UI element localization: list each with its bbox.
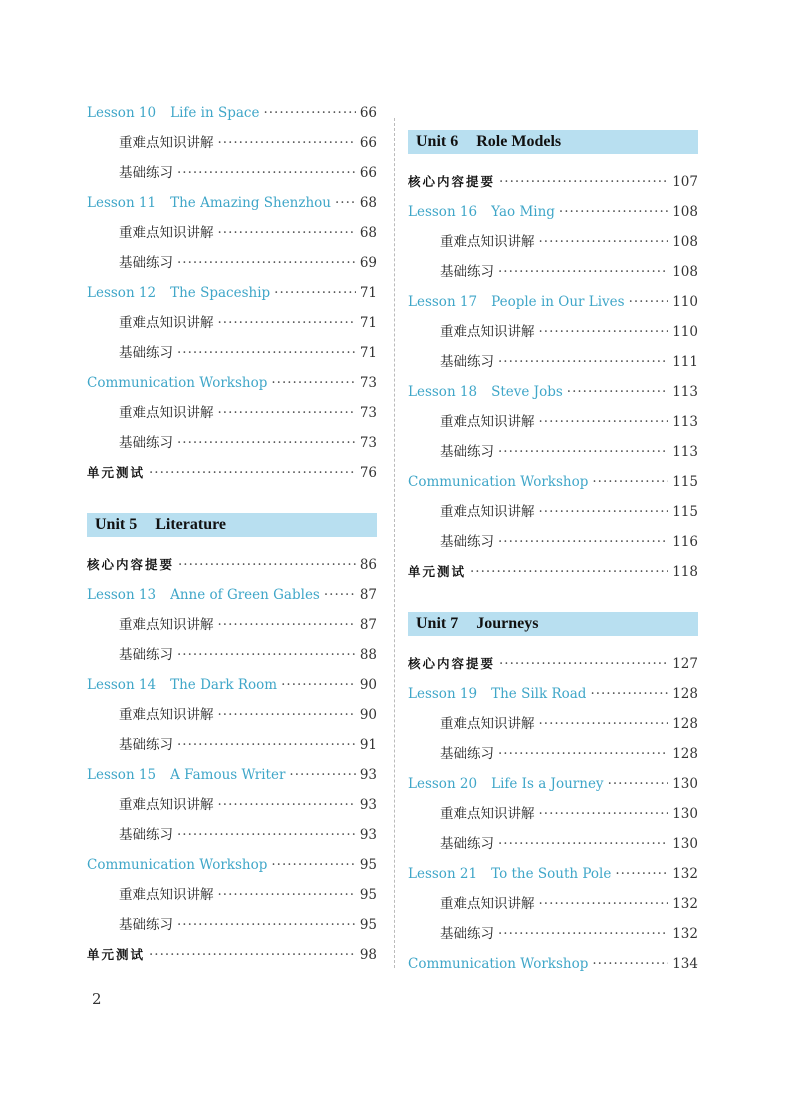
entry-page-number: 76: [359, 465, 377, 481]
lesson-title: People in Our Lives: [491, 294, 625, 310]
dot-leader: [498, 923, 668, 945]
entry-label: 核心内容提要: [87, 557, 175, 572]
entry-page-number: 73: [359, 435, 377, 451]
lesson-label: [408, 201, 555, 223]
dot-leader: [218, 132, 356, 154]
unit-number: Unit 7: [416, 615, 459, 632]
toc-sub-entry[interactable]: [87, 704, 377, 726]
lesson-number: Communication Workshop: [87, 857, 268, 873]
dot-leader: [177, 432, 356, 454]
entry-page-number: 66: [359, 105, 377, 121]
toc-sub-entry[interactable]: [408, 833, 698, 855]
entry-label: 重难点知识讲解: [440, 324, 535, 340]
entry-label: 重难点知识讲解: [119, 707, 214, 723]
lesson-label: [408, 773, 604, 795]
entry-page-number: 108: [672, 204, 698, 220]
entry-page-number: 95: [359, 857, 377, 873]
toc-sub-entry[interactable]: [87, 644, 377, 666]
entry-page-number: 128: [672, 716, 698, 732]
entry-page-number: 73: [359, 405, 377, 421]
toc-sub-entry[interactable]: [87, 222, 377, 244]
dot-leader: [539, 501, 669, 523]
lesson-number: Lesson 10: [87, 105, 157, 121]
toc-sub-entry[interactable]: [408, 743, 698, 765]
dot-leader: [218, 222, 356, 244]
entry-page-number: 130: [672, 806, 698, 822]
dot-leader: [177, 914, 356, 936]
entry-page-number: 71: [359, 345, 377, 361]
entry-label: 重难点知识讲解: [119, 617, 214, 633]
entry-label: 基础练习: [119, 345, 173, 361]
dot-leader: [567, 381, 668, 403]
entry-page-number: 127: [672, 656, 698, 672]
toc-sub-entry[interactable]: [87, 162, 377, 184]
lesson-number: Communication Workshop: [87, 375, 268, 391]
toc-sub-entry[interactable]: [87, 252, 377, 274]
entry-label: 重难点知识讲解: [119, 405, 214, 421]
toc-sub-entry[interactable]: [408, 411, 698, 433]
toc-section-entry[interactable]: [87, 554, 377, 576]
entry-page-number: 90: [359, 707, 377, 723]
entry-page-number: 66: [359, 135, 377, 151]
entry-page-number: 128: [672, 686, 698, 702]
toc-sub-entry[interactable]: [408, 501, 698, 523]
dot-leader: [539, 411, 669, 433]
entry-label: 基础练习: [119, 647, 173, 663]
toc-sub-entry[interactable]: [87, 132, 377, 154]
lesson-label: [87, 674, 277, 696]
lesson-title: Yao Ming: [491, 204, 555, 220]
unit-title: Journeys: [476, 615, 539, 632]
unit-number: Unit 6: [416, 133, 459, 150]
toc-lesson-entry[interactable]: [87, 854, 377, 876]
dot-leader: [177, 734, 356, 756]
lesson-title: To the South Pole: [491, 866, 612, 882]
toc-sub-entry[interactable]: [87, 342, 377, 364]
lesson-number: Lesson 21: [408, 866, 478, 882]
toc-section-entry[interactable]: [408, 171, 698, 193]
entry-label: 单元测试: [87, 465, 146, 480]
toc-lesson-entry[interactable]: [87, 102, 377, 124]
toc-sub-entry[interactable]: [408, 441, 698, 463]
toc-lesson-entry[interactable]: [408, 291, 698, 313]
dot-leader: [592, 953, 668, 975]
entry-page-number: 107: [672, 174, 698, 190]
toc-lesson-entry[interactable]: [408, 953, 698, 975]
lesson-title: The Dark Room: [170, 677, 278, 693]
entry-page-number: 87: [359, 587, 377, 603]
lesson-title: A Famous Writer: [170, 767, 286, 783]
dot-leader: [592, 471, 668, 493]
entry-page-number: 130: [672, 836, 698, 852]
entry-label: 重难点知识讲解: [440, 504, 535, 520]
dot-leader: [271, 372, 355, 394]
lesson-title: The Amazing Shenzhou: [170, 195, 332, 211]
entry-page-number: 91: [359, 737, 377, 753]
toc-section-entry[interactable]: [87, 944, 377, 966]
unit-header: [87, 513, 377, 537]
dot-leader: [177, 252, 356, 274]
toc-lesson-entry[interactable]: [408, 773, 698, 795]
entry-page-number: 108: [672, 264, 698, 280]
toc-lesson-entry[interactable]: [408, 471, 698, 493]
dot-leader: [539, 893, 669, 915]
toc-sub-entry[interactable]: [87, 432, 377, 454]
entry-page-number: 132: [672, 926, 698, 942]
lesson-number: Lesson 17: [408, 294, 478, 310]
dot-leader: [218, 794, 356, 816]
toc-sub-entry[interactable]: [87, 884, 377, 906]
dot-leader: [499, 653, 668, 675]
dot-leader: [629, 291, 669, 313]
toc-sub-entry[interactable]: [408, 351, 698, 373]
toc-sub-entry[interactable]: [408, 893, 698, 915]
entry-label: 基础练习: [119, 917, 173, 933]
entry-label: 基础练习: [119, 255, 173, 271]
entry-page-number: 73: [359, 375, 377, 391]
toc-lesson-entry[interactable]: [87, 282, 377, 304]
dot-leader: [498, 743, 668, 765]
dot-leader: [498, 531, 668, 553]
dot-leader: [539, 231, 669, 253]
entry-page-number: 110: [672, 294, 698, 310]
dot-leader: [178, 554, 356, 576]
lesson-title: Steve Jobs: [491, 384, 563, 400]
lesson-label: [408, 683, 586, 705]
lesson-number: Lesson 13: [87, 587, 157, 603]
dot-leader: [539, 321, 669, 343]
entry-page-number: 90: [359, 677, 377, 693]
lesson-label: [87, 102, 259, 124]
entry-page-number: 95: [359, 887, 377, 903]
dot-leader: [559, 201, 668, 223]
entry-label: 基础练习: [440, 264, 494, 280]
dot-leader: [177, 162, 356, 184]
entry-label: 重难点知识讲解: [440, 414, 535, 430]
toc-sub-entry[interactable]: [408, 321, 698, 343]
lesson-number: Lesson 16: [408, 204, 478, 220]
lesson-title: The Silk Road: [491, 686, 587, 702]
lesson-number: Lesson 19: [408, 686, 478, 702]
entry-label: 基础练习: [119, 435, 173, 451]
entry-label: 核心内容提要: [408, 656, 496, 671]
dot-leader: [590, 683, 668, 705]
unit-header: [408, 130, 698, 154]
lesson-label: [408, 863, 611, 885]
lesson-label: [87, 854, 267, 876]
dot-leader: [177, 824, 356, 846]
entry-page-number: 68: [359, 195, 377, 211]
lesson-label: [408, 381, 563, 403]
toc-section-entry[interactable]: [87, 462, 377, 484]
dot-leader: [498, 441, 668, 463]
lesson-label: [87, 584, 320, 606]
toc-lesson-entry[interactable]: [408, 381, 698, 403]
entry-page-number: 95: [359, 917, 377, 933]
toc-sub-entry[interactable]: [408, 923, 698, 945]
entry-label: 基础练习: [119, 737, 173, 753]
entry-page-number: 66: [359, 165, 377, 181]
entry-page-number: 128: [672, 746, 698, 762]
entry-label: 基础练习: [440, 746, 494, 762]
toc-section-entry[interactable]: [408, 561, 698, 583]
toc-lesson-entry[interactable]: [87, 192, 377, 214]
dot-leader: [539, 713, 669, 735]
dot-leader: [615, 863, 668, 885]
entry-page-number: 93: [359, 827, 377, 843]
dot-leader: [218, 704, 356, 726]
toc-sub-entry[interactable]: [87, 614, 377, 636]
entry-label: 重难点知识讲解: [119, 225, 214, 241]
toc-section-entry[interactable]: [408, 653, 698, 675]
column-divider: [394, 118, 395, 968]
toc-lesson-entry[interactable]: [408, 201, 698, 223]
lesson-label: [408, 953, 588, 975]
entry-label: 重难点知识讲解: [119, 135, 214, 151]
dot-leader: [335, 192, 356, 214]
entry-page-number: 93: [359, 767, 377, 783]
lesson-number: Communication Workshop: [408, 474, 589, 490]
dot-leader: [499, 171, 668, 193]
entry-label: 重难点知识讲解: [440, 234, 535, 250]
entry-page-number: 118: [672, 564, 698, 580]
toc-lesson-entry[interactable]: [87, 764, 377, 786]
page-number: 2: [92, 990, 102, 1008]
toc-sub-entry[interactable]: [87, 734, 377, 756]
entry-page-number: 115: [672, 474, 698, 490]
entry-label: 基础练习: [440, 926, 494, 942]
entry-label: 重难点知识讲解: [119, 797, 214, 813]
entry-page-number: 113: [672, 414, 698, 430]
dot-leader: [218, 614, 356, 636]
lesson-label: [87, 372, 267, 394]
entry-label: 基础练习: [440, 534, 494, 550]
toc-sub-entry[interactable]: [87, 402, 377, 424]
lesson-number: Lesson 20: [408, 776, 478, 792]
dot-leader: [498, 261, 668, 283]
lesson-title: Life Is a Journey: [491, 776, 604, 792]
toc-lesson-entry[interactable]: [87, 674, 377, 696]
entry-page-number: 108: [672, 234, 698, 250]
entry-page-number: 98: [359, 947, 377, 963]
entry-label: 核心内容提要: [408, 174, 496, 189]
dot-leader: [281, 674, 356, 696]
entry-page-number: 116: [672, 534, 698, 550]
entry-label: 基础练习: [440, 836, 494, 852]
dot-leader: [498, 833, 668, 855]
entry-page-number: 71: [359, 285, 377, 301]
lesson-title: The Spaceship: [170, 285, 271, 301]
entry-page-number: 130: [672, 776, 698, 792]
entry-label: 基础练习: [119, 165, 173, 181]
lesson-label: [408, 471, 588, 493]
entry-page-number: 87: [359, 617, 377, 633]
entry-label: 重难点知识讲解: [440, 806, 535, 822]
dot-leader: [539, 803, 669, 825]
entry-label: 基础练习: [119, 827, 173, 843]
lesson-label: [87, 192, 331, 214]
dot-leader: [271, 854, 355, 876]
entry-label: 重难点知识讲解: [119, 315, 214, 331]
entry-page-number: 113: [672, 384, 698, 400]
toc-sub-entry[interactable]: [408, 531, 698, 553]
entry-page-number: 132: [672, 896, 698, 912]
entry-label: 重难点知识讲解: [440, 716, 535, 732]
entry-page-number: 113: [672, 444, 698, 460]
entry-page-number: 71: [359, 315, 377, 331]
lesson-label: [87, 282, 270, 304]
toc-sub-entry[interactable]: [408, 231, 698, 253]
lesson-number: Lesson 12: [87, 285, 157, 301]
toc-sub-entry[interactable]: [87, 312, 377, 334]
lesson-number: Lesson 15: [87, 767, 157, 783]
lesson-number: Lesson 18: [408, 384, 478, 400]
lesson-label: [408, 291, 625, 313]
toc-sub-entry[interactable]: [87, 824, 377, 846]
entry-page-number: 132: [672, 866, 698, 882]
entry-page-number: 110: [672, 324, 698, 340]
lesson-number: Lesson 14: [87, 677, 157, 693]
dot-leader: [177, 342, 356, 364]
dot-leader: [177, 644, 356, 666]
dot-leader: [263, 102, 355, 124]
toc-lesson-entry[interactable]: [408, 863, 698, 885]
toc-sub-entry[interactable]: [87, 794, 377, 816]
lesson-label: [87, 764, 285, 786]
entry-page-number: 88: [359, 647, 377, 663]
unit-header: [408, 612, 698, 636]
toc-lesson-entry[interactable]: [87, 584, 377, 606]
entry-label: 基础练习: [440, 444, 494, 460]
dot-leader: [218, 312, 356, 334]
dot-leader: [218, 402, 356, 424]
entry-page-number: 115: [672, 504, 698, 520]
entry-label: 基础练习: [440, 354, 494, 370]
entry-page-number: 68: [359, 225, 377, 241]
dot-leader: [498, 351, 668, 373]
entry-page-number: 69: [359, 255, 377, 271]
dot-leader: [149, 462, 356, 484]
dot-leader: [470, 561, 668, 583]
unit-number: Unit 5: [95, 516, 138, 533]
entry-page-number: 93: [359, 797, 377, 813]
dot-leader: [274, 282, 356, 304]
dot-leader: [608, 773, 669, 795]
toc-sub-entry[interactable]: [408, 261, 698, 283]
unit-title: Role Models: [476, 133, 562, 150]
entry-label: 单元测试: [408, 564, 467, 579]
unit-title: Literature: [155, 516, 227, 533]
toc-sub-entry[interactable]: [408, 803, 698, 825]
lesson-number: Lesson 11: [87, 195, 157, 211]
entry-page-number: 111: [672, 354, 698, 370]
entry-page-number: 134: [672, 956, 698, 972]
toc-lesson-entry[interactable]: [408, 683, 698, 705]
toc-lesson-entry[interactable]: [87, 372, 377, 394]
dot-leader: [289, 764, 355, 786]
toc-sub-entry[interactable]: [87, 914, 377, 936]
dot-leader: [324, 584, 356, 606]
dot-leader: [149, 944, 356, 966]
dot-leader: [218, 884, 356, 906]
entry-label: 单元测试: [87, 947, 146, 962]
entry-label: 重难点知识讲解: [119, 887, 214, 903]
entry-page-number: 86: [359, 557, 377, 573]
entry-label: 重难点知识讲解: [440, 896, 535, 912]
lesson-number: Communication Workshop: [408, 956, 589, 972]
toc-sub-entry[interactable]: [408, 713, 698, 735]
lesson-title: Anne of Green Gables: [170, 587, 320, 603]
lesson-title: Life in Space: [170, 105, 260, 121]
